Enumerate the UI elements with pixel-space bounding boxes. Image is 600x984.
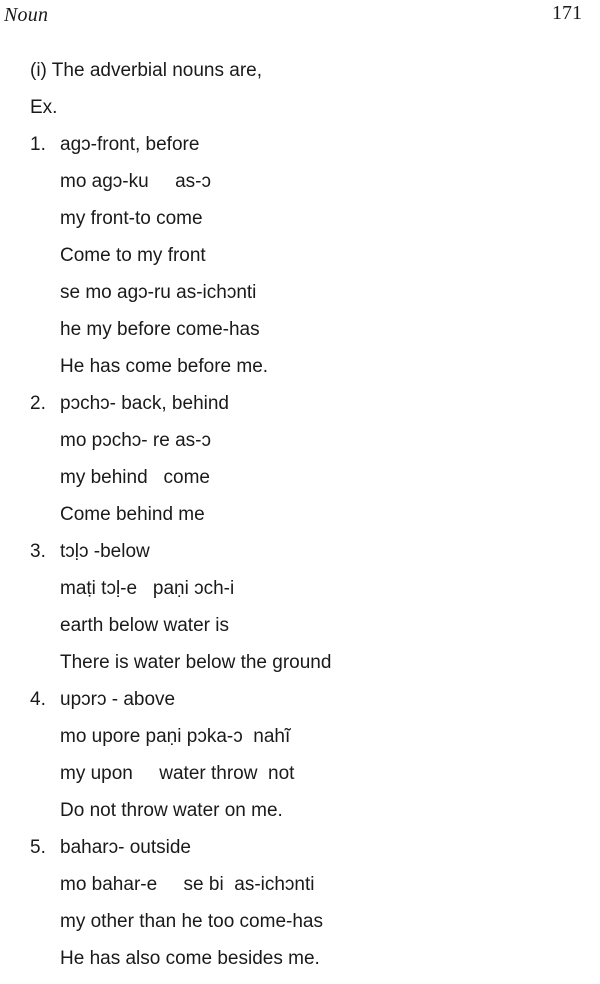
example-label: Ex. <box>30 97 58 118</box>
example-line: my front-to come <box>60 208 203 229</box>
example-line: mo upore paṇi pɔka-ɔ nahĩ <box>60 726 291 747</box>
example-line: my other than he too come-has <box>60 911 323 932</box>
example-line: Come behind me <box>60 504 205 525</box>
example-number: 3. <box>30 541 46 562</box>
example-line: He has also come besides me. <box>60 948 320 969</box>
example-line: He has come before me. <box>60 356 269 377</box>
running-head: Noun <box>4 4 49 26</box>
example-line: he my before come-has <box>60 319 260 340</box>
example-5 <box>30 836 580 984</box>
example-line: my upon water throw not <box>60 763 295 784</box>
example-line: maṭi tɔḷ-e paṇi ɔch-i <box>60 578 235 599</box>
example-1 <box>30 133 580 392</box>
example-number: 4. <box>30 689 46 710</box>
example-line: There is water below the ground <box>60 652 332 673</box>
example-line: Do not throw water on me. <box>60 800 283 821</box>
example-2 <box>30 392 580 540</box>
example-heading <box>30 392 580 429</box>
example-heading <box>30 540 580 577</box>
example-4 <box>30 688 580 836</box>
example-heading <box>30 688 580 725</box>
example-number: 2. <box>30 393 46 414</box>
intro-line: (i) The adverbial nouns are, <box>30 60 262 81</box>
example-heading <box>30 133 580 170</box>
example-line: Come to my front <box>60 245 206 266</box>
example-number: 5. <box>30 837 46 858</box>
example-3 <box>30 540 580 688</box>
example-line: se mo agɔ-ru as-ichɔnti <box>60 282 257 303</box>
example-title: agɔ-front, before <box>60 134 200 155</box>
example-line: mo pɔchɔ- re as-ɔ <box>60 430 211 451</box>
page-body <box>30 59 580 984</box>
page-number: 171 <box>552 2 582 24</box>
example-line: mo agɔ-ku as-ɔ <box>60 171 211 192</box>
example-title: tɔḷɔ -below <box>60 541 150 562</box>
example-line: my behind come <box>60 467 210 488</box>
example-title: pɔchɔ- back, behind <box>60 393 229 414</box>
example-number: 1. <box>30 134 46 155</box>
example-title: baharɔ- outside <box>60 837 191 858</box>
example-line: earth below water is <box>60 615 229 636</box>
example-heading <box>30 836 580 873</box>
example-line: mo bahar-e se bi as-ichɔnti <box>60 874 315 895</box>
example-title: upɔrɔ - above <box>60 689 176 710</box>
